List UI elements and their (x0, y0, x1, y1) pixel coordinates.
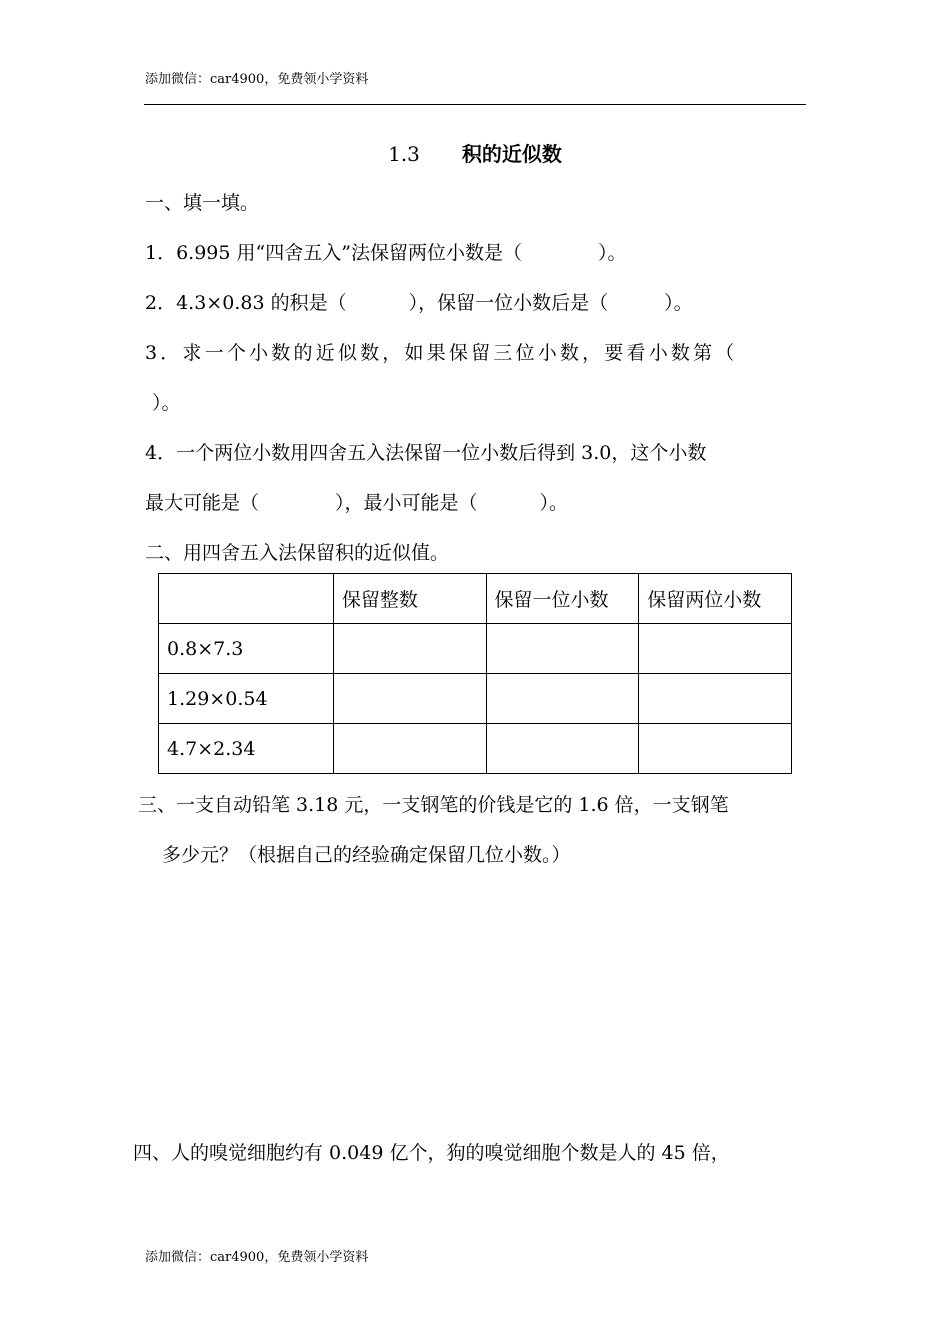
column-header-integer: 保留整数 (333, 574, 486, 624)
footer-note: 添加微信：car4900，免费领小学资料 (145, 1250, 369, 1265)
approximation-table (158, 573, 792, 774)
q4-min-text: ），最小可能是（ (335, 492, 478, 514)
section3-line2: 多少元？（根据自己的经验确定保留几位小数。） (162, 844, 571, 866)
q4-max-text: 最大可能是（ (145, 492, 260, 514)
q2-middle: ），保留一位小数后是（ (408, 292, 609, 314)
q2-text: 2．4.3×0.83 的积是（ (145, 292, 347, 314)
table-corner-cell (159, 574, 334, 624)
column-header-one-decimal: 保留一位小数 (486, 574, 639, 624)
table-row (159, 724, 792, 774)
column-header-two-decimal: 保留两位小数 (639, 574, 792, 624)
q2-close: ）。 (664, 292, 693, 314)
q1-close: ）。 (597, 242, 627, 264)
answer-cell[interactable] (333, 674, 486, 724)
row-expression: 0.8×7.3 (159, 624, 334, 674)
table-header-row (159, 574, 792, 624)
table-row (159, 624, 792, 674)
q1-text: 1．6.995 用“四舍五入”法保留两位小数是（ (145, 242, 522, 264)
answer-cell[interactable] (333, 624, 486, 674)
header-rule (144, 104, 806, 105)
header-note: 添加微信：car4900，免费领小学资料 (145, 72, 369, 87)
answer-cell[interactable] (486, 674, 639, 724)
section4-line1: 四、人的嗅觉细胞约有 0.049 亿个，狗的嗅觉细胞个数是人的 45 倍， (133, 1142, 730, 1164)
answer-cell[interactable] (639, 724, 792, 774)
section1-heading: 一、填一填。 (145, 192, 260, 214)
answer-cell[interactable] (639, 674, 792, 724)
question-3-line1: 3．求一个小数的近似数，如果保留三位小数，要看小数第（ (145, 342, 738, 364)
answer-cell[interactable] (486, 624, 639, 674)
page-title (0, 138, 950, 167)
section2-heading: 二、用四舍五入法保留积的近似值。 (145, 542, 450, 564)
question-3-line2: ）。 (152, 392, 181, 414)
answer-cell[interactable] (333, 724, 486, 774)
row-expression: 1.29×0.54 (159, 674, 334, 724)
lesson-number: 1.3 (388, 142, 420, 166)
question-4-line2 (145, 488, 568, 515)
lesson-title: 积的近似数 (461, 142, 562, 166)
q4-close: ）。 (539, 492, 569, 514)
question-1 (145, 238, 626, 265)
answer-cell[interactable] (486, 724, 639, 774)
question-4-line1: 4．一个两位小数用四舍五入法保留一位小数后得到 3.0，这个小数 (145, 442, 707, 464)
section3-line1: 三、一支自动铅笔 3.18 元，一支钢笔的价钱是它的 1.6 倍，一支钢笔 (138, 794, 729, 816)
answer-cell[interactable] (639, 624, 792, 674)
row-expression: 4.7×2.34 (159, 724, 334, 774)
table-row (159, 674, 792, 724)
question-2 (145, 288, 693, 315)
